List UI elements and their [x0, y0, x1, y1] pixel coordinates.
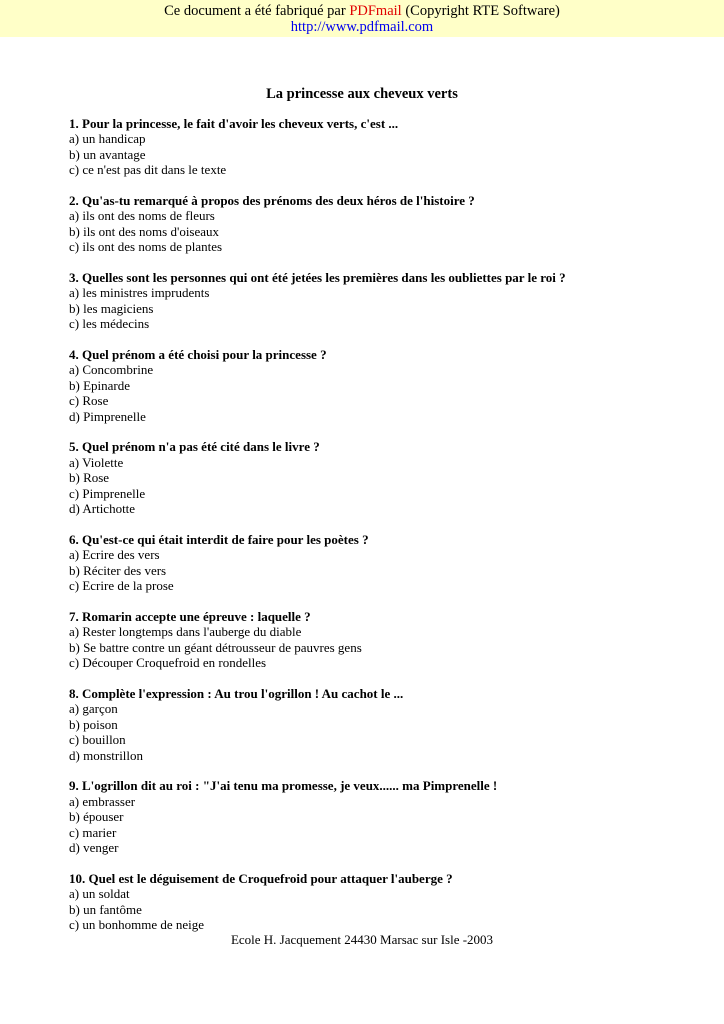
- banner-prefix: Ce document a été fabriqué par: [164, 3, 346, 19]
- question-block: [69, 686, 699, 763]
- question-text: 7. Romarin accepte une épreuve : laquelle ?: [69, 608, 311, 624]
- question-block: [69, 609, 699, 671]
- footer-text: Ecole H. Jacquement 24430 Marsac sur Isle -2003: [230, 932, 494, 947]
- answer-option: d) venger: [69, 839, 119, 855]
- answer-option: a) les ministres imprudents: [69, 285, 210, 301]
- question-text: 4. Quel prénom a été choisi pour la princesse ?: [69, 347, 327, 363]
- question-block: [69, 193, 699, 255]
- answer-option: a) embrasser: [69, 793, 136, 809]
- answer-option: b) Se battre contre un géant détrousseur de pauvres gens: [69, 639, 362, 655]
- answer-option: b) poison: [69, 716, 118, 732]
- answer-option: c) marier: [69, 824, 117, 840]
- pdfmail-banner: [0, 0, 724, 37]
- question-list: [69, 116, 699, 948]
- question-block: [69, 778, 699, 855]
- question-block: [69, 270, 699, 332]
- answer-option: c) Ecrire de la prose: [69, 578, 174, 594]
- answer-option: a) un handicap: [69, 131, 146, 147]
- answer-option: c) Découper Croquefroid en rondelles: [69, 655, 267, 671]
- answer-option: a) garçon: [69, 701, 118, 717]
- answer-option: b) Réciter des vers: [69, 562, 167, 578]
- answer-option: c) Pimprenelle: [69, 485, 146, 501]
- question-text: 6. Qu'est-ce qui était interdit de faire pour les poètes ?: [69, 531, 369, 547]
- answer-option: a) Violette: [69, 454, 124, 470]
- answer-option: a) Ecrire des vers: [69, 547, 160, 563]
- answer-option: d) Artichotte: [69, 501, 136, 517]
- question-text: 9. L'ogrillon dit au roi : "J'ai tenu ma promesse, je veux...... ma Pimprenelle !: [69, 778, 498, 794]
- answer-option: b) Rose: [69, 470, 110, 486]
- answer-option: b) Epinarde: [69, 377, 131, 393]
- question-block: [69, 439, 699, 516]
- question-text: 10. Quel est le déguisement de Croquefroid pour attaquer l'auberge ?: [69, 870, 453, 886]
- answer-option: b) épouser: [69, 809, 124, 825]
- banner-suffix: (Copyright RTE Software): [405, 3, 560, 19]
- answer-option: a) Rester longtemps dans l'auberge du diable: [69, 624, 302, 640]
- question-block: [69, 116, 699, 178]
- answer-option: b) un fantôme: [69, 901, 142, 917]
- page-title: La princesse aux cheveux verts: [266, 86, 458, 102]
- question-block: [69, 871, 699, 933]
- question-text: 8. Complète l'expression : Au trou l'ogrillon ! Au cachot le ...: [69, 685, 404, 701]
- question-block: [69, 347, 699, 424]
- banner-line: [0, 3, 724, 19]
- answer-option: c) Rose: [69, 393, 109, 409]
- answer-option: d) monstrillon: [69, 747, 144, 763]
- answer-option: a) un soldat: [69, 886, 130, 902]
- answer-option: b) un avantage: [69, 146, 146, 162]
- answer-option: a) Concombrine: [69, 362, 154, 378]
- banner-brand[interactable]: PDFmail: [349, 3, 402, 19]
- answer-option: b) ils ont des noms d'oiseaux: [69, 223, 220, 239]
- answer-option: b) les magiciens: [69, 300, 154, 316]
- answer-option: c) bouillon: [69, 732, 126, 748]
- answer-option: c) ils ont des noms de plantes: [69, 239, 223, 255]
- question-block: [69, 532, 699, 594]
- answer-option: d) Pimprenelle: [69, 408, 146, 424]
- banner-url-link[interactable]: http://www.pdfmail.com: [290, 19, 434, 35]
- answer-option: c) ce n'est pas dit dans le texte: [69, 162, 227, 178]
- question-text: 3. Quelles sont les personnes qui ont été jetées les premières dans les oubliettes par le roi ?: [69, 270, 566, 286]
- question-text: 2. Qu'as-tu remarqué à propos des prénoms des deux héros de l'histoire ?: [69, 193, 475, 209]
- answer-option: c) les médecins: [69, 316, 150, 332]
- answer-option: a) ils ont des noms de fleurs: [69, 208, 215, 224]
- answer-option: c) un bonhomme de neige: [69, 916, 205, 932]
- question-text: 1. Pour la princesse, le fait d'avoir les cheveux verts, c'est ...: [69, 116, 399, 131]
- question-text: 5. Quel prénom n'a pas été cité dans le livre ?: [69, 439, 320, 455]
